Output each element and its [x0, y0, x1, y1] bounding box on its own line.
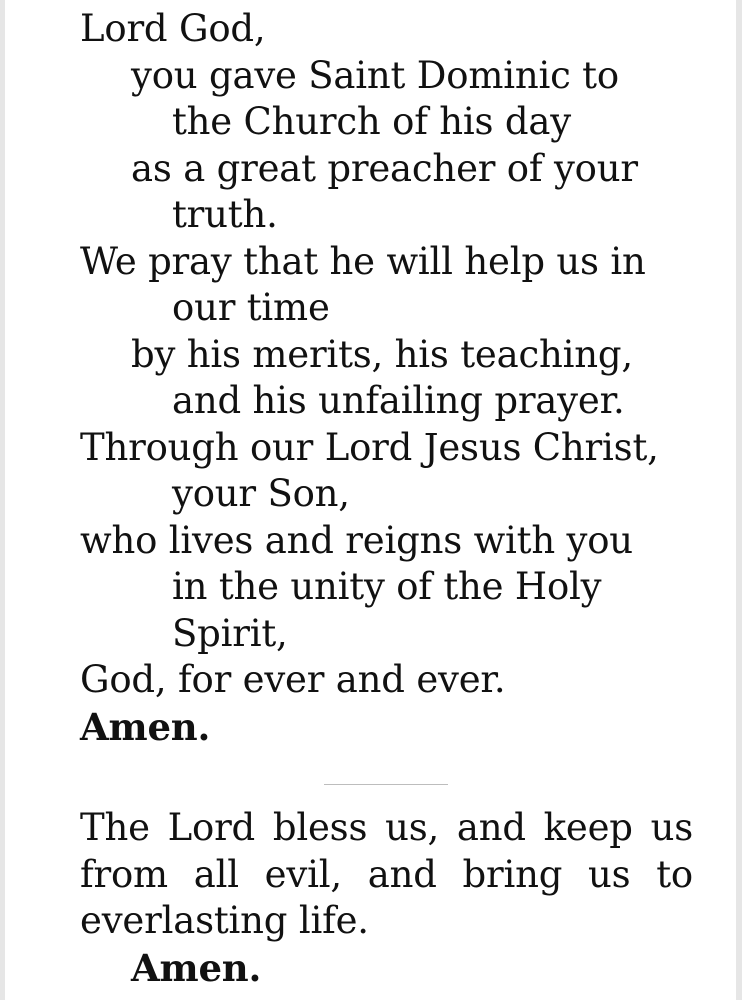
prayer-line: truth. — [172, 193, 278, 236]
prayer-line: by his merits, his teaching, — [131, 332, 633, 376]
prayer-line: Lord God, — [80, 7, 266, 50]
blessing-text: The Lord bless us, and keep us from all evil, and bring us to everlasting life. — [80, 806, 693, 942]
prayer-amen: Amen. — [80, 704, 211, 749]
prayer-line: you gave Saint Dominic to — [131, 53, 619, 97]
prayer-line: our time — [172, 286, 330, 329]
right-page-edge — [736, 0, 742, 1000]
prayer-line: Through our Lord Jesus Christ, — [80, 425, 659, 469]
prayer-line: and his unfailing prayer. — [172, 379, 625, 422]
blessing-amen: Amen. — [131, 945, 262, 990]
prayer-line: God, for ever and ever. — [80, 658, 506, 701]
prayer-line: We pray that he will help us in — [80, 239, 646, 283]
section-divider — [324, 784, 448, 785]
prayer-line: your Son, — [172, 472, 350, 515]
prayer-line: Spirit, — [172, 611, 288, 655]
prayer-line: in the unity of the Holy — [172, 565, 602, 608]
prayer-line: who lives and reigns with you — [80, 518, 633, 562]
left-page-edge — [0, 0, 5, 1000]
prayer-content — [80, 6, 695, 991]
prayer-line: as a great preacher of your — [131, 146, 638, 190]
prayer-line: the Church of his day — [172, 100, 571, 143]
